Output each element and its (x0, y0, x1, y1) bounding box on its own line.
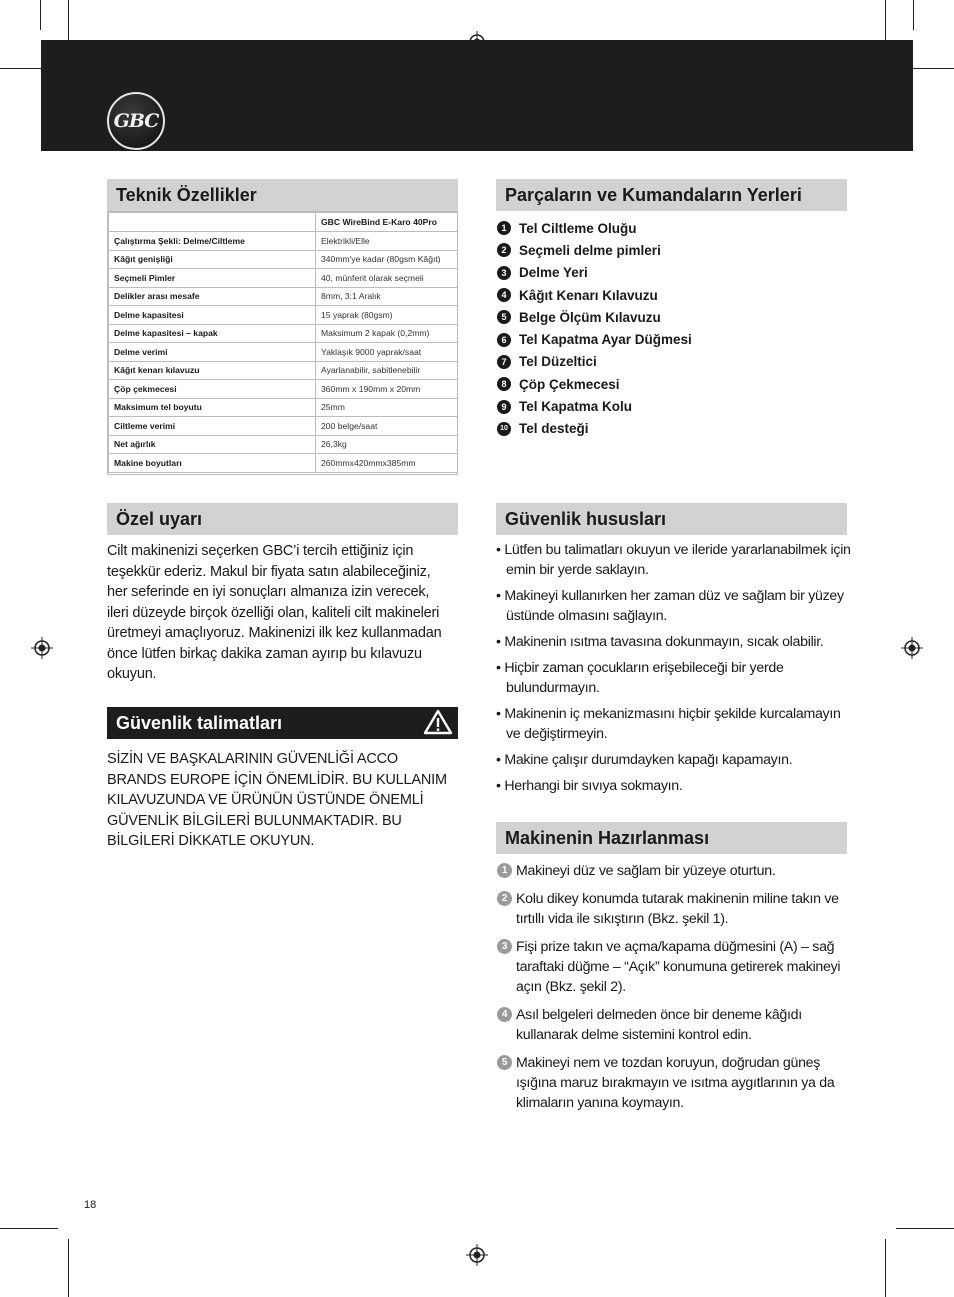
specs-header-empty (109, 213, 316, 232)
specs-row (109, 435, 458, 454)
part-number-badge: 8 (497, 377, 511, 391)
specs-row (109, 380, 458, 399)
registration-mark-icon (31, 637, 53, 659)
setup-step-text: Makineyi nem ve tozdan koruyun, doğrudan güneş ışığına maruz bırakmayın ve ısıtma aygıtlarının ya da klimaların yanına koymayın. (516, 1055, 835, 1111)
parts-list-item (497, 351, 847, 373)
parts-list-item (497, 395, 847, 417)
spec-value: 8mm, 3:1 Aralık (316, 287, 458, 306)
safety-points-title: Güvenlik hususları (505, 508, 667, 529)
part-number-badge: 9 (497, 400, 511, 414)
part-label: Seçmeli delme pimleri (519, 242, 661, 258)
notice-heading (107, 503, 458, 535)
part-label: Tel Kapatma Kolu (519, 399, 633, 415)
crop-mark (0, 1228, 58, 1229)
spec-label: Delme kapasitesi (109, 306, 316, 325)
spec-value: 26,3kg (316, 435, 458, 454)
specs-row (109, 398, 458, 417)
crop-mark (68, 1239, 69, 1297)
spec-label: Seçmeli Pimler (109, 269, 316, 288)
step-number-badge: 1 (497, 863, 512, 878)
part-label: Tel Ciltleme Oluğu (519, 220, 637, 236)
part-number-badge: 4 (497, 288, 511, 302)
notice-text: Cilt makinenizi seçerken GBC’i tercih ettiğiniz için teşekkür ederiz. Makul bir fiyata satın alabileceğiniz, her seferinde en iyi sonuçları almanıza izin verecek, ileri düzeyde birçok özelliği olan, kaliteli cilt makineleri üretmeyi amaçlıyoruz. Makinenizi ilk kez kullanmadan önce lütfen birkaç dakika zaman ayırıp bu kılavuzu okuyun. (107, 543, 442, 682)
setup-steps-list (497, 861, 849, 1121)
safety-point (496, 586, 851, 626)
spec-value: Elektrikli/Elle (316, 232, 458, 251)
parts-list-item (497, 306, 847, 328)
part-number-badge: 6 (497, 333, 511, 347)
specs-row (109, 454, 458, 473)
safety-point-text: Makine çalışır durumdayken kapağı kapamayın. (504, 752, 793, 768)
bullet-icon: • (496, 660, 505, 676)
parts-list-item (497, 262, 847, 284)
safety-instructions-title: Güvenlik talimatları (116, 712, 283, 733)
safety-point (496, 632, 851, 652)
specs-row (109, 269, 458, 288)
header-band (41, 40, 913, 151)
specs-row (109, 232, 458, 251)
safety-point-text: Makineyi kullanırken her zaman düz ve sağlam bir yüzey üstünde olmasını sağlayın. (504, 588, 844, 624)
step-number-badge: 2 (497, 891, 512, 906)
spec-value: 260mmx420mmx385mm (316, 454, 458, 473)
parts-list (497, 217, 847, 440)
part-number-badge: 2 (497, 243, 511, 257)
spec-value: 360mm x 190mm x 20mm (316, 380, 458, 399)
spec-label: Delme kapasitesi – kapak (109, 324, 316, 343)
parts-list-item (497, 418, 847, 440)
part-number-badge: 3 (497, 266, 511, 280)
part-label: Çöp Çekmecesi (519, 376, 620, 392)
setup-step-text: Asıl belgeleri delmeden önce bir deneme kâğıdı kullanarak delme sistemini kontrol edin. (516, 1007, 802, 1043)
safety-point (496, 704, 851, 744)
part-label: Belge Ölçüm Kılavuzu (519, 309, 661, 325)
registration-mark-icon (466, 1244, 488, 1266)
specs-row (109, 324, 458, 343)
parts-list-item (497, 328, 847, 350)
spec-label: Çalıştırma Şekli: Delme/Ciltleme (109, 232, 316, 251)
safety-point-text: Herhangi bir sıvıya sokmayın. (504, 778, 683, 794)
spec-label: Kâğıt genişliği (109, 250, 316, 269)
spec-value: 200 belge/saat (316, 417, 458, 436)
spec-label: Makine boyutları (109, 454, 316, 473)
part-label: Tel Kapatma Ayar Düğmesi (519, 332, 692, 348)
parts-heading (496, 179, 847, 211)
safety-instructions-text: SİZİN VE BAŞKALARININ GÜVENLİĞİ ACCO BRANDS EUROPE İÇİN ÖNEMLİDİR. BU KULLANIM KILAVUZUNDA VE ÜRÜNÜN ÜSTÜNDE ÖNEMLİ GÜVENLİK BİLGİLERİ BULUNMAKTADIR. BU BİLGİLERİ DİKKATLE OKUYUN. (107, 751, 447, 849)
part-number-badge: 7 (497, 355, 511, 369)
setup-step-text: Kolu dikey konumda tutarak makinenin miline takın ve tırtıllı vida ile sıkıştırın (Bkz. şekil 1). (516, 891, 839, 927)
setup-step (497, 889, 849, 929)
safety-point (496, 776, 851, 796)
spec-label: Çöp çekmecesi (109, 380, 316, 399)
bullet-icon: • (496, 752, 505, 768)
spec-value: Maksimum 2 kapak (0,2mm) (316, 324, 458, 343)
setup-step-text: Makineyi düz ve sağlam bir yüzeye oturtun. (516, 863, 776, 879)
spec-label: Delikler arası mesafe (109, 287, 316, 306)
specs-row (109, 343, 458, 362)
safety-point-text: Makinenin iç mekanizmasını hiçbir şekilde kurcalamayın ve değiştirmeyin. (504, 706, 841, 742)
setup-step-text: Fişi prize takın ve açma/kapama düğmesini (A) – sağ taraftaki düğme – “Açık” konumuna getirerek makineyi açın (Bkz. şekil 2). (516, 939, 841, 995)
part-number-badge: 10 (497, 422, 511, 436)
spec-label: Delme verimi (109, 343, 316, 362)
setup-step (497, 937, 849, 997)
specs-heading (107, 179, 458, 211)
setup-step (497, 1005, 849, 1045)
bullet-icon: • (496, 588, 505, 604)
parts-list-item (497, 217, 847, 239)
warning-triangle-icon (423, 709, 453, 735)
bullet-icon: • (496, 542, 505, 558)
safety-point (496, 658, 851, 698)
parts-title: Parçaların ve Kumandaların Yerleri (505, 184, 802, 205)
crop-mark (885, 1239, 886, 1297)
logo-text: GBC (113, 110, 159, 132)
safety-instructions-heading (107, 707, 458, 739)
specs-row (109, 306, 458, 325)
crop-mark (896, 1228, 954, 1229)
spec-value: 15 yaprak (80gsm) (316, 306, 458, 325)
specs-column-header: GBC WireBind E-Karo 40Pro (316, 213, 458, 232)
page-number: 18 (84, 1199, 97, 1211)
crop-mark (40, 0, 41, 30)
part-number-badge: 1 (497, 221, 511, 235)
parts-list-item (497, 284, 847, 306)
safety-point-text: Makinenin ısıtma tavasına dokunmayın, sıcak olabilir. (504, 634, 824, 650)
safety-point (496, 750, 851, 770)
specs-table-body (109, 232, 458, 473)
bullet-icon: • (496, 634, 505, 650)
bullet-icon: • (496, 778, 505, 794)
spec-label: Kâğıt kenarı kılavuzu (109, 361, 316, 380)
step-number-badge: 5 (497, 1055, 512, 1070)
safety-point (496, 540, 851, 580)
notice-title: Özel uyarı (116, 508, 203, 529)
spec-value: 40, münferit olarak seçmeli (316, 269, 458, 288)
setup-title: Makinenin Hazırlanması (505, 827, 710, 848)
specs-title: Teknik Özellikler (116, 184, 257, 205)
parts-list-item (497, 373, 847, 395)
part-label: Tel desteği (519, 421, 589, 437)
spec-label: Ciltleme verimi (109, 417, 316, 436)
safety-point-text: Hiçbir zaman çocukların erişebileceği bir yerde bulundurmayın. (504, 660, 784, 696)
step-number-badge: 3 (497, 939, 512, 954)
crop-mark (913, 0, 914, 30)
spec-label: Maksimum tel boyutu (109, 398, 316, 417)
spec-value: 25mm (316, 398, 458, 417)
step-number-badge: 4 (497, 1007, 512, 1022)
setup-step (497, 861, 849, 881)
safety-points-list (496, 540, 851, 802)
spec-label: Net ağırlık (109, 435, 316, 454)
part-label: Tel Düzeltici (519, 354, 597, 370)
gbc-logo (107, 92, 165, 150)
specs-row (109, 361, 458, 380)
spec-value: 340mm'ye kadar (80gsm Kâğıt) (316, 250, 458, 269)
safety-point-text: Lütfen bu talimatları okuyun ve ileride yararlanabilmek için emin bir yerde saklayın. (504, 542, 851, 578)
spec-value: Ayarlanabilir, sabitlenebilir (316, 361, 458, 380)
safety-points-heading (496, 503, 847, 535)
parts-list-item (497, 239, 847, 261)
setup-step (497, 1053, 849, 1113)
part-number-badge: 5 (497, 310, 511, 324)
part-label: Delme Yeri (519, 265, 588, 281)
registration-mark-icon (901, 637, 923, 659)
specs-row (109, 417, 458, 436)
spec-value: Yaklaşık 9000 yaprak/saat (316, 343, 458, 362)
specs-row (109, 250, 458, 269)
specs-header-row (109, 213, 458, 232)
specs-table (108, 212, 458, 473)
setup-heading (496, 822, 847, 854)
bullet-icon: • (496, 706, 505, 722)
part-label: Kâğıt Kenarı Kılavuzu (519, 287, 658, 303)
specs-row (109, 287, 458, 306)
